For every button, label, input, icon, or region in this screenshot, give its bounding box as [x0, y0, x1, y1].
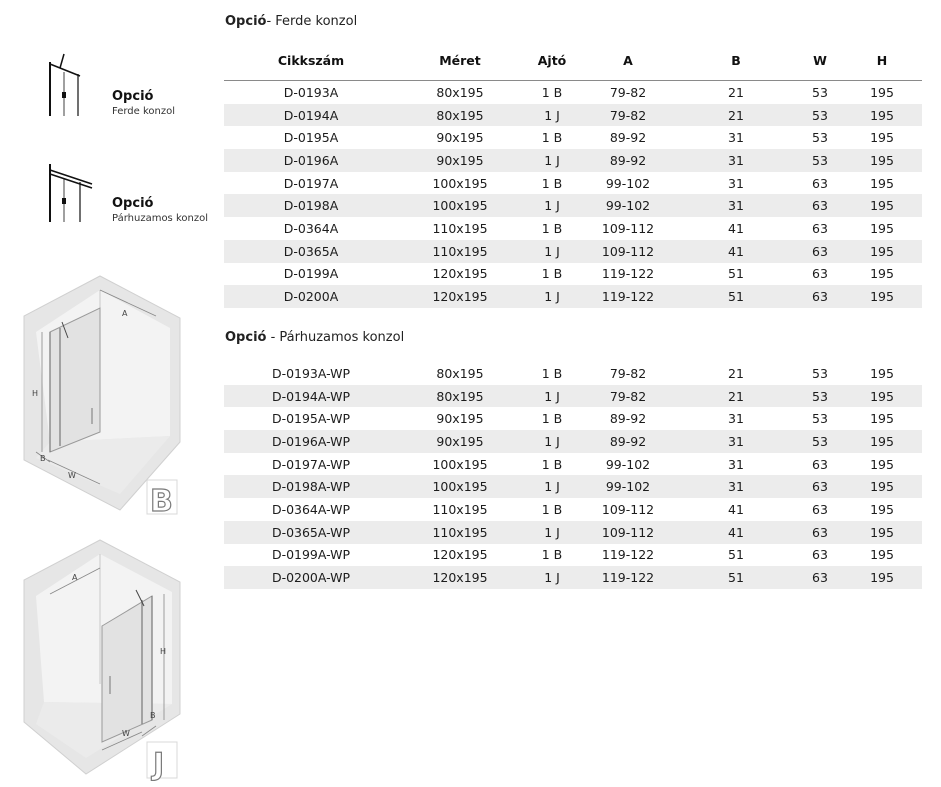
table-cell: 1 J — [522, 430, 582, 453]
table-cell: 195 — [842, 149, 922, 172]
table-cell: 41 — [728, 501, 744, 517]
table-cell: D-0200A-WP — [224, 566, 398, 589]
section-title-rest: - Párhuzamos konzol — [266, 330, 405, 345]
table-cell: 63 — [812, 266, 828, 282]
table-cell: 195 — [870, 547, 894, 563]
table-row — [224, 149, 922, 172]
spec-table-parhuzamos — [224, 362, 922, 589]
table-cell: 53 — [812, 130, 828, 146]
table-cell: 21 — [728, 365, 744, 381]
table-cell: 89-92 — [609, 130, 647, 146]
table-cell: 195 — [842, 385, 922, 408]
table-cell: 53 — [798, 149, 842, 172]
section-title-rest: - Ferde konzol — [266, 14, 358, 29]
table-cell: 195 — [870, 130, 894, 146]
table-row — [224, 544, 922, 567]
table-row — [224, 475, 922, 498]
option-subtitle: Párhuzamos konzol — [112, 213, 208, 224]
table-cell: 109-112 — [601, 501, 655, 517]
table-cell: 195 — [870, 175, 894, 191]
table-cell: 63 — [798, 521, 842, 544]
table-cell: D-0198A-WP — [224, 475, 398, 498]
table-cell: 63 — [812, 220, 828, 236]
door-type-letter: J — [153, 747, 165, 781]
angled-bracket-door-icon — [40, 52, 100, 118]
table-cell: 99-102 — [582, 194, 674, 217]
table-cell: 195 — [842, 285, 922, 308]
table-cell: 53 — [798, 385, 842, 408]
table-cell: 79-82 — [582, 385, 674, 408]
table-cell: 1 B — [541, 456, 563, 472]
table-cell: 1 B — [541, 266, 563, 282]
table-cell: 80x195 — [436, 84, 484, 100]
table-cell: 31 — [728, 175, 744, 191]
col-header: A — [582, 40, 674, 81]
table-row — [224, 407, 922, 430]
section-title-bold: Opció — [225, 14, 267, 29]
table-row — [224, 521, 922, 544]
table-cell: 119-122 — [582, 566, 674, 589]
table-cell: 195 — [842, 475, 922, 498]
table-cell: D-0364A-WP — [271, 501, 351, 517]
table-cell: 99-102 — [582, 475, 674, 498]
table-cell: 100x195 — [398, 475, 522, 498]
table-cell: D-0199A — [283, 266, 339, 282]
table-row — [224, 263, 922, 286]
table-cell: 21 — [728, 84, 744, 100]
table-cell: 31 — [674, 430, 798, 453]
shower-diagram-j — [20, 536, 185, 781]
table-cell: 63 — [812, 175, 828, 191]
table-cell: 1 J — [522, 149, 582, 172]
table-cell: 195 — [870, 84, 894, 100]
table-cell: 99-102 — [605, 456, 651, 472]
door-type-letter: B — [150, 484, 173, 517]
table-cell: 80x195 — [398, 104, 522, 127]
table-cell: 31 — [728, 456, 744, 472]
table-cell: D-0194A-WP — [224, 385, 398, 408]
col-header: Cikkszám — [224, 40, 398, 81]
table-cell: 80x195 — [398, 385, 522, 408]
table-cell: 53 — [812, 365, 828, 381]
table-cell: 31 — [728, 411, 744, 427]
table-cell: 1 B — [541, 175, 563, 191]
dim-label-a: A — [122, 309, 128, 318]
table-row — [224, 104, 922, 127]
table-cell: 1 J — [522, 385, 582, 408]
table-cell: D-0200A — [224, 285, 398, 308]
table-cell: 109-112 — [601, 220, 655, 236]
table-row — [224, 194, 922, 217]
table-cell: 63 — [812, 547, 828, 563]
table-cell: 89-92 — [582, 149, 674, 172]
table-cell: 99-102 — [605, 175, 651, 191]
table-cell: 1 J — [522, 240, 582, 263]
option-parhuzamos-label — [112, 196, 208, 224]
table-cell: 1 B — [541, 84, 563, 100]
table-cell: 100x195 — [432, 456, 488, 472]
table-cell: 80x195 — [436, 365, 484, 381]
table-cell: 119-122 — [582, 285, 674, 308]
table-row — [224, 285, 922, 308]
table-cell: 110x195 — [432, 220, 488, 236]
table-cell: 119-122 — [601, 266, 655, 282]
dim-label-w: W — [68, 471, 76, 480]
table-row — [224, 385, 922, 408]
table-cell: 1 J — [522, 475, 582, 498]
table-row — [224, 81, 922, 104]
table-cell: 1 B — [541, 501, 563, 517]
table-cell: D-0194A — [224, 104, 398, 127]
table-cell: 41 — [674, 240, 798, 263]
table-cell: 51 — [674, 285, 798, 308]
table-cell: 120x195 — [432, 266, 488, 282]
table-cell: 51 — [674, 566, 798, 589]
parallel-bracket-door-icon — [40, 160, 100, 226]
table-cell: D-0364A — [283, 220, 339, 236]
table-cell: 120x195 — [398, 566, 522, 589]
option-subtitle: Ferde konzol — [112, 106, 176, 117]
table-cell: 1 J — [522, 104, 582, 127]
table-cell: D-0197A-WP — [271, 456, 351, 472]
table-cell: 195 — [870, 456, 894, 472]
table-cell: 195 — [842, 521, 922, 544]
table-cell: 1 B — [541, 130, 563, 146]
dim-label-a: A — [72, 573, 78, 582]
table-cell: D-0195A — [283, 130, 339, 146]
table-cell: 195 — [870, 411, 894, 427]
dim-label-b: B — [40, 454, 46, 463]
table-body — [224, 81, 922, 308]
table-cell: 41 — [728, 220, 744, 236]
table-cell: 53 — [812, 84, 828, 100]
table-cell: 63 — [798, 566, 842, 589]
table-cell: 195 — [842, 566, 922, 589]
table-cell: 119-122 — [601, 547, 655, 563]
table-cell: 195 — [842, 194, 922, 217]
table-cell: 1 B — [541, 220, 563, 236]
table-row — [224, 362, 922, 385]
table-cell: 120x195 — [398, 285, 522, 308]
table-cell: 109-112 — [582, 521, 674, 544]
table-cell: D-0197A — [283, 175, 339, 191]
table-row — [224, 217, 922, 240]
table-cell: 195 — [870, 365, 894, 381]
dim-label-w: W — [122, 729, 130, 738]
option-ferde-label — [112, 89, 175, 117]
table-cell: 51 — [728, 547, 744, 563]
col-header: Ajtó — [522, 40, 582, 81]
table-cell: D-0193A — [283, 84, 339, 100]
table-row — [224, 126, 922, 149]
table-row — [224, 430, 922, 453]
section-title-parhuzamos — [225, 330, 404, 345]
table-cell: 120x195 — [432, 547, 488, 563]
table-row — [224, 566, 922, 589]
table-cell: 31 — [674, 475, 798, 498]
option-title: Opció — [112, 89, 154, 104]
table-cell: 53 — [798, 430, 842, 453]
table-cell: 90x195 — [436, 130, 484, 146]
col-header: B — [674, 40, 798, 81]
table-cell: D-0198A — [224, 194, 398, 217]
table-cell: 195 — [842, 104, 922, 127]
table-header-row — [224, 40, 922, 81]
table-cell: D-0196A-WP — [224, 430, 398, 453]
table-row — [224, 453, 922, 476]
dim-label-b: B — [150, 711, 156, 720]
table-cell: 90x195 — [398, 430, 522, 453]
dim-label-h: H — [32, 389, 39, 398]
table-cell: D-0365A-WP — [224, 521, 398, 544]
table-cell: 1 B — [541, 411, 563, 427]
section-title-bold: Opció — [225, 330, 267, 345]
table-cell: 90x195 — [436, 411, 484, 427]
table-cell: D-0195A-WP — [271, 411, 351, 427]
table-cell: 31 — [728, 130, 744, 146]
table-body — [224, 362, 922, 589]
table-cell: 110x195 — [432, 501, 488, 517]
section-title-ferde — [225, 14, 357, 29]
table-cell: 53 — [812, 411, 828, 427]
spec-table-ferde — [224, 40, 922, 308]
table-cell: 195 — [870, 501, 894, 517]
table-cell: 89-92 — [609, 411, 647, 427]
table-cell: 1 B — [541, 547, 563, 563]
table-cell: 31 — [674, 149, 798, 172]
table-cell: 53 — [798, 104, 842, 127]
table-cell: 63 — [812, 456, 828, 472]
table-cell: 195 — [870, 220, 894, 236]
table-cell: 21 — [674, 385, 798, 408]
table-cell: D-0193A-WP — [271, 365, 351, 381]
table-cell: 79-82 — [609, 365, 647, 381]
shower-diagram-b — [20, 272, 185, 517]
table-cell: 63 — [798, 475, 842, 498]
table-cell: 41 — [674, 521, 798, 544]
table-cell: 79-82 — [609, 84, 647, 100]
table-cell: 195 — [842, 240, 922, 263]
table-cell: D-0365A — [224, 240, 398, 263]
table-row — [224, 172, 922, 195]
table-cell: 110x195 — [398, 240, 522, 263]
table-cell: 100x195 — [432, 175, 488, 191]
table-cell: 51 — [728, 266, 744, 282]
table-row — [224, 240, 922, 263]
table-cell: 63 — [798, 285, 842, 308]
table-cell: 21 — [674, 104, 798, 127]
table-cell: 195 — [842, 430, 922, 453]
table-cell: 31 — [674, 194, 798, 217]
table-cell: 63 — [812, 501, 828, 517]
table-cell: 90x195 — [398, 149, 522, 172]
table-cell: 195 — [870, 266, 894, 282]
table-cell: 1 J — [522, 566, 582, 589]
table-cell: 100x195 — [398, 194, 522, 217]
table-cell: 110x195 — [398, 521, 522, 544]
option-title: Opció — [112, 196, 154, 211]
table-cell: 89-92 — [582, 430, 674, 453]
table-cell: 1 J — [522, 521, 582, 544]
table-cell: 63 — [798, 240, 842, 263]
table-cell: 63 — [798, 194, 842, 217]
table-cell: D-0196A — [224, 149, 398, 172]
table-cell: 79-82 — [582, 104, 674, 127]
table-cell: 1 J — [522, 194, 582, 217]
col-header: Méret — [398, 40, 522, 81]
dim-label-h: H — [160, 647, 167, 656]
table-cell: 109-112 — [582, 240, 674, 263]
table-row — [224, 498, 922, 521]
col-header: H — [842, 40, 922, 81]
table-cell: 1 J — [522, 285, 582, 308]
table-cell: 1 B — [541, 365, 563, 381]
col-header: W — [798, 40, 842, 81]
table-cell: D-0199A-WP — [271, 547, 351, 563]
